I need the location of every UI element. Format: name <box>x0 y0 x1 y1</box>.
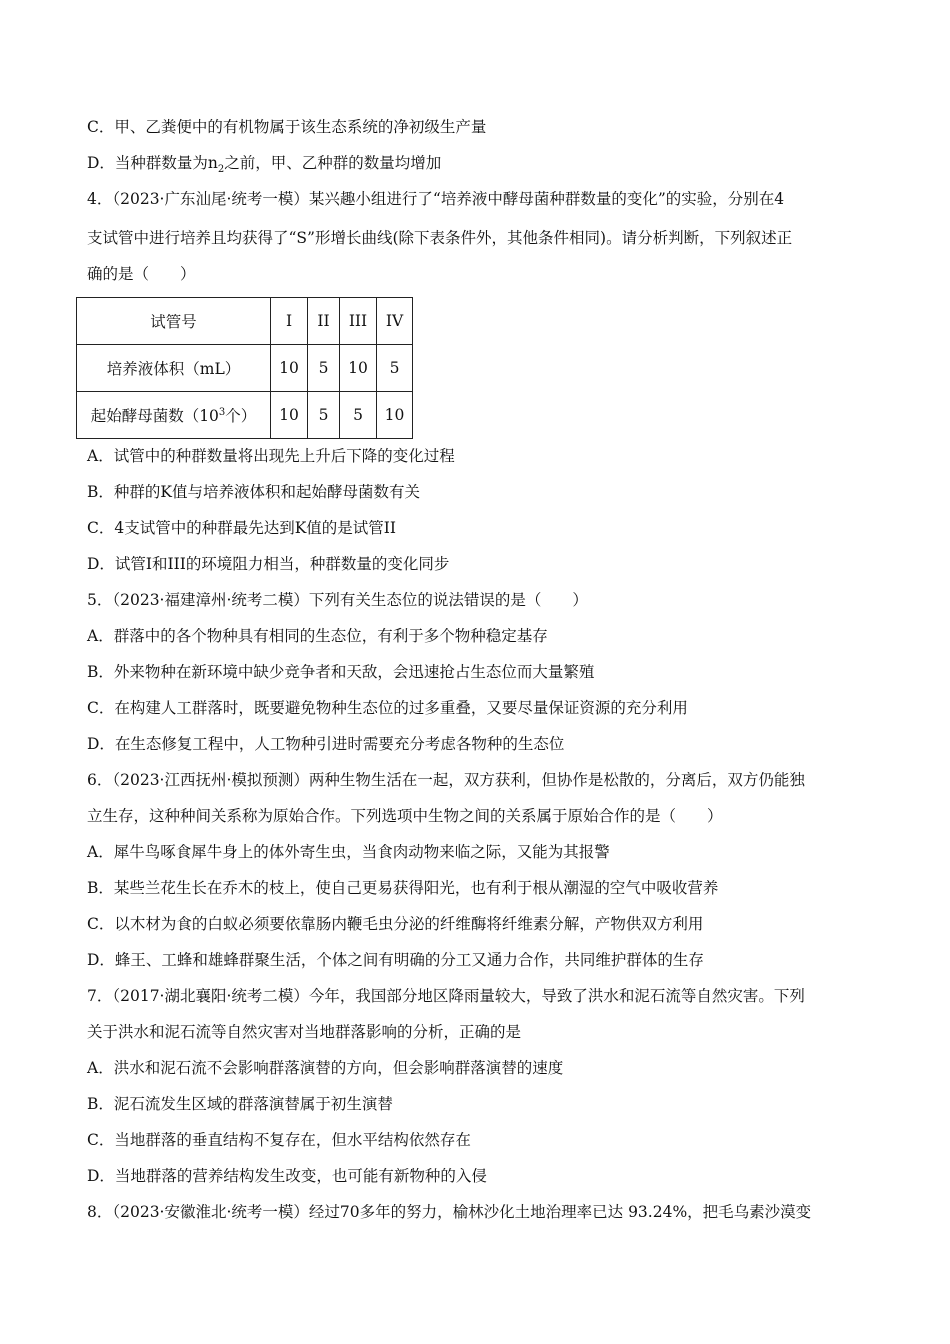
q4-stem-line-1: 4．（2023·广东汕尾·统考一模）某兴趣小组进行了“培养液中酵母菌种群数量的变化”的实验，分别在4 <box>87 190 785 208</box>
q6-option-b: B．某些兰花生长在乔木的枝上，使自己更易获得阳光，也有利于根从潮湿的空气中吸收营养 <box>87 879 719 897</box>
table-row-label: 培养液体积（mL） <box>77 345 271 392</box>
q7-option-a: A．洪水和泥石流不会影响群落演替的方向，但会影响群落演替的速度 <box>87 1059 564 1077</box>
q6-option-c: C．以木材为食的白蚁必须要依靠肠内鞭毛虫分泌的纤维酶将纤维素分解，产物供双方利用 <box>87 915 704 933</box>
table-cell: 5 <box>340 392 377 439</box>
q6-stem-line-1: 6．（2023·江西抚州·模拟预测）两种生物生活在一起，双方获利，但协作是松散的，分离后，双方仍能独 <box>87 771 805 789</box>
table-header-row <box>77 298 413 345</box>
q3-option-d: D．当种群数量为$n_2$之前，甲、乙种群的数量均增加 <box>87 154 442 176</box>
q6-option-d: D．蜂王、工蜂和雄蜂群聚生活，个体之间有明确的分工又通力合作，共同维护群体的生存 <box>87 951 704 969</box>
q5-stem: 5．（2023·福建漳州·统考二模）下列有关生态位的说法错误的是（ ） <box>87 591 588 609</box>
q4-stem-line-2: 支试管中进行培养且均获得了“S”形增长曲线(除下表条件外，其他条件相同)。请分析判断，下列叙述正 <box>87 229 793 247</box>
q4-data-table <box>76 297 413 439</box>
table-cell: 5 <box>308 392 340 439</box>
q7-option-d: D．当地群落的营养结构发生改变，也可能有新物种的入侵 <box>87 1167 487 1185</box>
q5-option-c: C．在构建人工群落时，既要避免物种生态位的过多重叠，又要尽量保证资源的充分利用 <box>87 699 688 717</box>
q4-option-d: D．试管I和III的环境阻力相当，种群数量的变化同步 <box>87 555 450 573</box>
table-header-cell: II <box>308 298 340 345</box>
table-cell: 10 <box>377 392 413 439</box>
q3-option-c: C．甲、乙粪便中的有机物属于该生态系统的净初级生产量 <box>87 118 487 136</box>
q4-option-b: B．种群的K值与培养液体积和起始酵母菌数有关 <box>87 483 420 501</box>
q7-stem-line-1: 7．（2017·湖北襄阳·统考二模）今年，我国部分地区降雨量较大，导致了洪水和泥石流等自然灾害。下列 <box>87 987 805 1005</box>
q5-option-d: D．在生态修复工程中，人工物种引进时需要充分考虑各物种的生态位 <box>87 735 565 753</box>
q7-option-c: C．当地群落的垂直结构不复存在，但水平结构依然存在 <box>87 1131 471 1149</box>
table-header-cell: 试管号 <box>77 298 271 345</box>
table-header-cell: I <box>271 298 308 345</box>
table-cell: 10 <box>340 345 377 392</box>
q6-option-a: A．犀牛鸟啄食犀牛身上的体外寄生虫，当食肉动物来临之际，又能为其报警 <box>87 843 610 861</box>
q5-option-a: A．群落中的各个物种具有相同的生态位，有利于多个物种稳定基存 <box>87 627 548 645</box>
q7-stem-line-2: 关于洪水和泥石流等自然灾害对当地群落影响的分析，正确的是 <box>87 1023 522 1041</box>
table-header-cell: III <box>340 298 377 345</box>
table-cell: 5 <box>377 345 413 392</box>
q4-option-a: A．试管中的种群数量将出现先上升后下降的变化过程 <box>87 447 455 465</box>
q8-stem-line-1: 8．（2023·安徽淮北·统考一模）经过70多年的努力，榆林沙化土地治理率已达 93.24%，把毛乌素沙漠变 <box>87 1203 812 1221</box>
q4-stem-line-3: 确的是（ ） <box>87 265 196 283</box>
table-cell: 5 <box>308 345 340 392</box>
table-cell: 10 <box>271 392 308 439</box>
table-row <box>77 345 413 392</box>
table-row <box>77 392 413 439</box>
table-header-cell: IV <box>377 298 413 345</box>
table-cell: 10 <box>271 345 308 392</box>
q6-stem-line-2: 立生存，这种种间关系称为原始合作。下列选项中生物之间的关系属于原始合作的是（ ） <box>87 807 723 825</box>
q5-option-b: B．外来物种在新环境中缺少竞争者和天敌，会迅速抢占生态位而大量繁殖 <box>87 663 595 681</box>
q7-option-b: B．泥石流发生区域的群落演替属于初生演替 <box>87 1095 393 1113</box>
q4-option-c: C．4支试管中的种群最先达到K值的是试管II <box>87 519 397 537</box>
table-row-label: 起始酵母菌数（$10^3$个） <box>77 392 271 439</box>
